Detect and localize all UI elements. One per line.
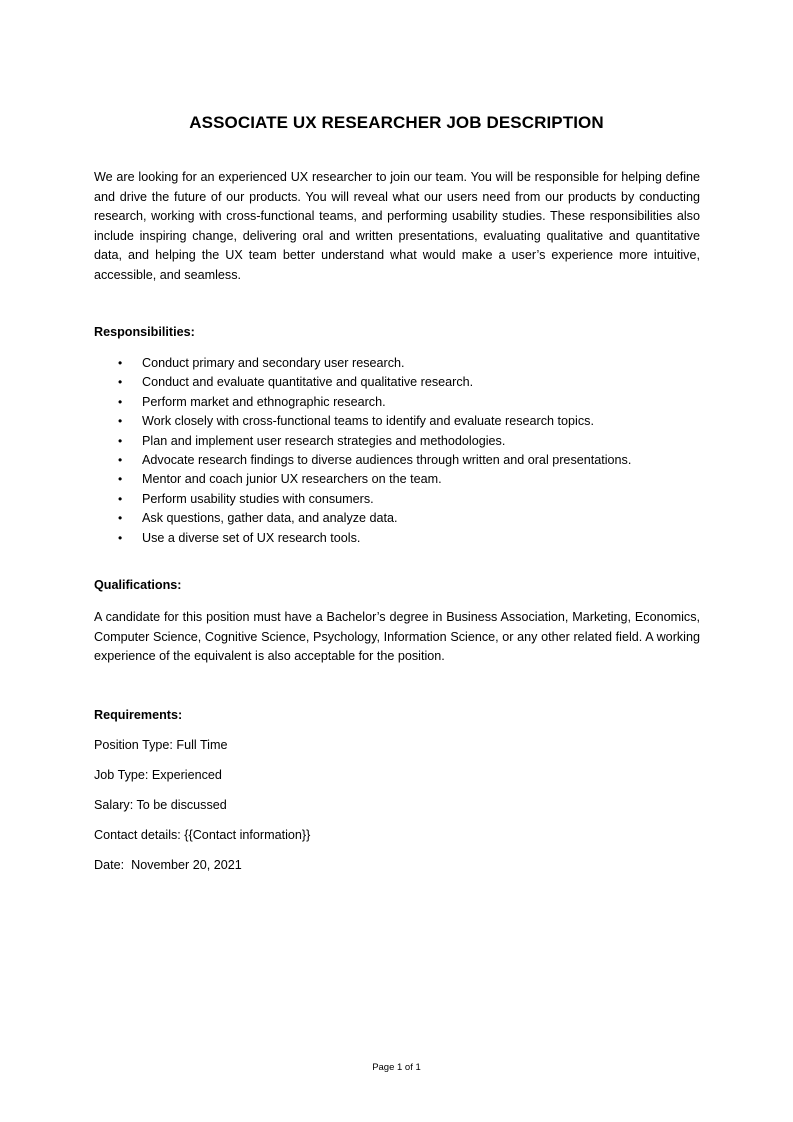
page-number-footer: Page 1 of 1	[372, 1062, 421, 1073]
qualifications-heading: Qualifications:	[94, 578, 182, 592]
list-item-text: Conduct primary and secondary user research.	[142, 356, 405, 370]
bullet-icon: •	[118, 433, 123, 448]
intro-paragraph: We are looking for an experienced UX researcher to join our team. You will be responsible for helping define and drive the future of our products. You will reveal what our users need from our products by conducting research, working with cross-functional teams, and performing usability studies. These responsibilities also include inspiring change, delivering oral and written presentations, evaluating qualitative and quantitative data, and helping the UX team better understand what would make a user’s experience more intuitive, accessible, and seamless.	[94, 170, 700, 282]
position-type-line: Position Type: Full Time	[94, 738, 228, 752]
bullet-icon: •	[118, 511, 123, 526]
list-item	[94, 393, 700, 412]
bullet-icon: •	[118, 375, 123, 390]
document-title: ASSOCIATE UX RESEARCHER JOB DESCRIPTION	[189, 113, 604, 132]
list-item-text: Perform usability studies with consumers.	[142, 491, 374, 506]
list-item-text: Perform market and ethnographic research.	[142, 394, 386, 409]
list-item	[94, 412, 700, 431]
qualifications-paragraph: A candidate for this position must have a Bachelor’s degree in Business Association, Marketing, Economics, Computer Science, Cognitive Science, Psychology, Information Science, or any other related field. A working experience of the equivalent is also acceptable for the position.	[94, 610, 700, 663]
bullet-icon: •	[118, 356, 123, 370]
requirements-heading: Requirements:	[94, 708, 183, 722]
list-item	[94, 451, 700, 470]
job-type-line: Job Type: Experienced	[94, 768, 222, 782]
list-item	[94, 470, 700, 489]
bullet-icon: •	[118, 472, 123, 487]
list-item	[94, 490, 700, 509]
list-item	[94, 432, 700, 451]
list-item-text: Mentor and coach junior UX researchers on the team.	[142, 472, 442, 487]
date-line: Date: November 20, 2021	[94, 858, 242, 872]
bullet-icon: •	[118, 414, 123, 429]
list-item-text: Plan and implement user research strategies and methodologies.	[142, 433, 506, 448]
list-item-text: Conduct and evaluate quantitative and qualitative research.	[142, 375, 474, 390]
bullet-icon: •	[118, 530, 123, 545]
bullet-icon: •	[118, 394, 123, 409]
responsibilities-heading: Responsibilities:	[94, 325, 195, 339]
contact-details-line: Contact details: {{Contact information}}	[94, 828, 311, 842]
list-item	[94, 373, 700, 392]
bullet-icon: •	[118, 452, 123, 467]
list-item-text: Use a diverse set of UX research tools.	[142, 530, 361, 545]
list-item-text: Advocate research findings to diverse audiences through written and oral presentations.	[142, 452, 632, 467]
list-item	[94, 354, 700, 373]
list-item-text: Ask questions, gather data, and analyze data.	[142, 511, 398, 526]
salary-line: Salary: To be discussed	[94, 798, 227, 812]
bullet-icon: •	[118, 491, 123, 506]
responsibilities-list	[94, 354, 700, 548]
list-item-text: Work closely with cross-functional teams to identify and evaluate research topics.	[142, 414, 594, 429]
list-item	[94, 529, 700, 548]
list-item	[94, 509, 700, 528]
